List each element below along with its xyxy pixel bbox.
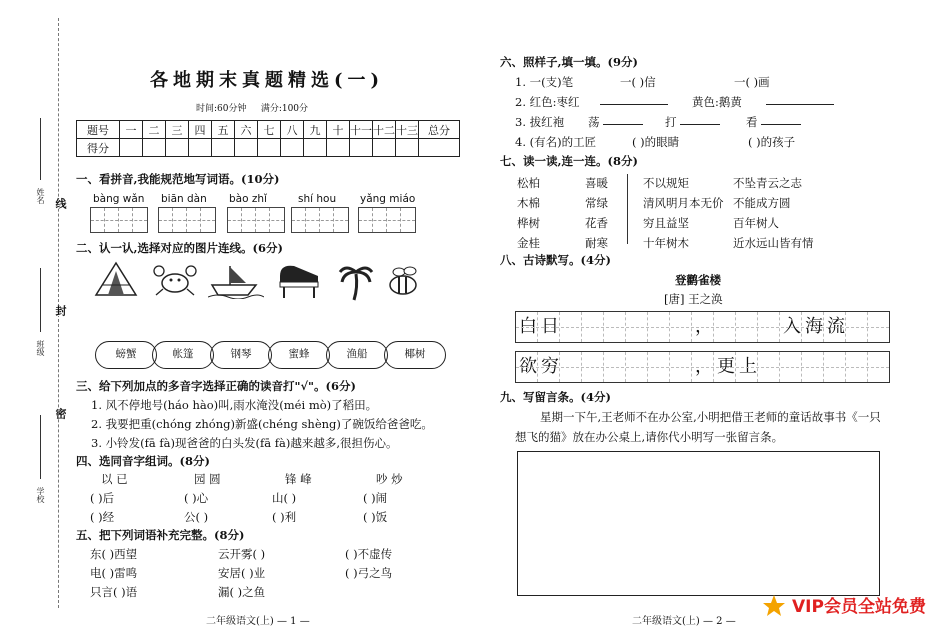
poem-grid-cell[interactable] [516,352,538,382]
poem-grid-cell[interactable] [736,352,758,382]
pinyin-2: biān dàn [161,193,207,205]
poem-grid-cell[interactable] [824,352,846,382]
boat-icon[interactable] [208,263,264,299]
score-header-cell: 一 [120,121,143,139]
score-cell[interactable] [212,139,235,157]
score-header-cell: 五 [212,121,235,139]
poem-grid-cell[interactable] [582,352,604,382]
score-header-cell: 十二 [373,121,396,139]
school-label: 学校 [36,487,45,503]
tree-item[interactable]: 桦树 [517,216,540,230]
poem-grid-cell[interactable] [868,312,889,342]
poem-character: 白 [519,316,537,337]
poem-grid-cell[interactable] [560,312,582,342]
verb-da: 打 [665,115,677,129]
color-example: 2. 红色:枣红 [515,95,580,109]
exam-info [196,101,308,114]
poem-grid-cell[interactable] [516,312,538,342]
time-info: 时间:60分钟 [196,104,247,114]
proverb-start[interactable]: 穷且益坚 [643,216,689,230]
word-cloud-bee[interactable]: 蜜蜂 [268,341,330,369]
poem-grid-cell[interactable] [780,312,802,342]
word-cloud-palm[interactable]: 椰树 [384,341,446,369]
adjective-blank[interactable]: ( )的眼睛 [632,135,680,149]
section2-heading: 二、认一认,选择对应的图片连线。(6分) [76,241,283,255]
pinyin-5: yǎng miáo [360,193,416,205]
poem-grid-cell[interactable] [538,312,560,342]
poem-grid-cell[interactable] [758,312,780,342]
homophone-blank[interactable]: ( )后 [90,491,115,505]
trait-item[interactable]: 喜暖 [585,176,608,190]
word-cloud-piano[interactable]: 钢琴 [210,341,272,369]
poem-character: ， [695,316,713,337]
idiom-blank[interactable]: 云开雾( ) [218,547,266,561]
verb-kan: 看 [746,115,758,129]
piano-icon[interactable] [276,262,322,300]
pinyin-3: bào zhǐ [229,193,267,205]
proverb-start[interactable]: 不以规矩 [643,176,689,190]
poem-character: 流 [827,316,845,337]
poem-grid-line-1[interactable] [515,311,890,343]
tree-item[interactable]: 木棉 [517,196,540,210]
poem-grid-cell[interactable] [692,352,714,382]
section6-heading: 六、照样子,填一填。(9分) [500,55,638,69]
poem-grid-cell[interactable] [692,312,714,342]
adjective-blank[interactable]: ( )的孩子 [748,135,796,149]
poem-grid-cell[interactable] [868,352,889,382]
poem-grid-cell[interactable] [604,352,626,382]
poem-grid-cell[interactable] [538,352,560,382]
trait-item[interactable]: 耐寒 [585,236,608,250]
star-icon [762,594,786,618]
section4-heading: 四、选同音字组词。(8分) [76,454,210,468]
homophone-blank[interactable]: ( )闹 [363,491,388,505]
verb-example: 3. 拔红袍 [515,115,565,129]
poem-grid-cell[interactable] [670,312,692,342]
score-cell[interactable] [189,139,212,157]
crab-icon[interactable] [153,263,197,297]
poem-grid-cell[interactable] [626,352,648,382]
homophone-pair-3: 锋 峰 [285,472,312,486]
poem-grid-cell[interactable] [714,312,736,342]
footer-left: 二年级语文(上) — 1 — [206,616,310,627]
poem-character: ， [695,356,713,377]
poem-character: 更 [717,356,735,377]
poem-grid-cell[interactable] [560,352,582,382]
idiom-blank[interactable]: 漏( )之鱼 [218,585,266,599]
score-header-cell: 九 [304,121,327,139]
homophone-blank[interactable]: ( )经 [90,510,115,524]
measure-word-example: 1. 一(支)笔 [515,75,574,89]
score-cell[interactable] [350,139,373,157]
score-cell[interactable] [396,139,419,157]
verb-blank[interactable] [603,124,643,125]
poem-grid-cell[interactable] [736,312,758,342]
verb-blank[interactable] [761,124,801,125]
word-cloud-crab[interactable]: 螃蟹 [95,341,157,369]
proverb-start-column [643,173,733,253]
word-cloud-tent[interactable]: 帐篷 [152,341,214,369]
note-prompt-line-2: 想飞的猫》放在办公桌上,请你代小明写一张留言条。 [515,430,784,444]
poem-character: 海 [805,316,823,337]
score-header-cell: 题号 [77,121,120,139]
page-title: 各地期末真题精选(一) [150,70,385,91]
poem-grid-cell[interactable] [604,312,626,342]
proverb-end[interactable]: 不能成方圆 [733,196,791,210]
score-info: 满分:100分 [260,104,309,114]
homophone-blank[interactable]: 公( ) [184,510,209,524]
poem-grid-cell[interactable] [846,352,868,382]
poem-grid-cell[interactable] [758,352,780,382]
score-cell[interactable] [166,139,189,157]
measure-word-blank[interactable]: 一( )画 [734,75,770,89]
poem-character: 入 [783,316,801,337]
score-table [76,120,460,157]
verb-dang: 荡 [588,115,600,129]
section9-heading: 九、写留言条。(4分) [500,390,611,404]
score-header-cell: 二 [143,121,166,139]
tree-item[interactable]: 松柏 [517,176,540,190]
note-writing-box[interactable] [517,451,880,596]
homophone-blank[interactable]: 山( ) [272,491,297,505]
name-blank[interactable] [40,118,41,180]
score-header-cell: 六 [235,121,258,139]
poem-author: [唐] 王之涣 [664,292,723,306]
score-header-cell: 四 [189,121,212,139]
color-blank[interactable] [766,104,834,105]
poem-grid-line-2[interactable] [515,351,890,383]
score-cell[interactable] [373,139,396,157]
score-cell[interactable] [281,139,304,157]
side-word-secret: 密 [54,408,67,419]
score-header-cell: 八 [281,121,304,139]
idiom-blank[interactable]: 只言( )语 [90,585,138,599]
trait-item[interactable]: 常绿 [585,196,608,210]
homophone-pair-2: 园 圆 [194,472,221,486]
homophone-blank[interactable]: ( )利 [272,510,297,524]
section3-heading: 三、给下列加点的多音字选择正确的读音打"√"。(6分) [76,379,356,393]
poem-grid-cell[interactable] [802,352,824,382]
homophone-blank[interactable]: ( )心 [184,491,209,505]
trait-item[interactable]: 花香 [585,216,608,230]
idiom-blank[interactable]: 东( )西望 [90,547,138,561]
measure-word-blank[interactable]: 一( )信 [620,75,656,89]
poem-character: 上 [739,356,757,377]
class-blank[interactable] [40,268,41,332]
homophone-blank[interactable]: ( )饭 [363,510,388,524]
class-label: 班级 [36,340,45,356]
writing-grid-3[interactable] [227,207,285,233]
palm-tree-icon[interactable] [338,262,374,302]
name-label: 姓名 [36,188,45,204]
section7-heading: 七、读一读,连一连。(8分) [500,154,638,168]
proverb-start[interactable]: 清风明月本无价 [643,196,724,210]
idiom-blank[interactable]: ( )弓之鸟 [345,566,393,580]
idiom-blank[interactable]: 安居( )业 [218,566,266,580]
polyphone-item-3: 3. 小铃发(fā fà)现爸爸的白头发(fā fà)越来越多,很担伤心。 [91,436,398,450]
side-word-line: 线 [54,198,67,209]
writing-grid-1[interactable] [90,207,148,233]
bee-icon[interactable] [385,265,423,299]
writing-grid-2[interactable] [158,207,216,233]
section1-heading: 一、看拼音,我能规范地写词语。(10分) [76,172,280,186]
vip-watermark: VIP会员全站免费 [792,597,926,617]
idiom-blank[interactable]: 电( )雷鸣 [90,566,138,580]
score-header-cell: 七 [258,121,281,139]
score-cell[interactable] [304,139,327,157]
side-word-seal: 封 [54,305,67,316]
score-header-cell: 总分 [419,121,460,139]
score-cell[interactable] [143,139,166,157]
section5-heading: 五、把下列词语补充完整。(8分) [76,528,245,542]
poem-title: 登鹳雀楼 [675,273,721,287]
score-cell[interactable] [419,139,460,157]
poem-grid-cell[interactable] [714,352,736,382]
polyphone-item-2: 2. 我要把重(chóng zhóng)新盛(chéng shèng)了碗饭给爸爸吃。 [91,417,433,431]
score-header-cell: 十 [327,121,350,139]
school-blank[interactable] [40,415,41,479]
poem-character: 穷 [541,356,559,377]
tree-column [517,173,557,253]
poem-grid-cell[interactable] [582,312,604,342]
color-yellow: 黄色:鹅黄 [692,95,742,109]
section8-heading: 八、古诗默写。(4分) [500,253,611,267]
score-header-cell: 十一 [350,121,373,139]
poem-grid-cell[interactable] [780,352,802,382]
verb-blank[interactable] [680,124,720,125]
polyphone-item-1: 1. 风不停地号(háo hào)叫,雨水淹没(méi mò)了稻田。 [91,398,378,412]
column-divider [627,174,628,244]
poem-grid-cell[interactable] [670,352,692,382]
score-header-cell: 三 [166,121,189,139]
tent-icon[interactable] [94,261,138,297]
poem-character: 日 [541,316,559,337]
score-cell[interactable] [235,139,258,157]
note-prompt-line-1: 星期一下午,王老师不在办公室,小明把借王老师的童话故事书《一只 [540,410,881,424]
poem-grid-cell[interactable] [626,312,648,342]
poem-grid-cell[interactable] [846,312,868,342]
poem-grid-cell[interactable] [648,312,670,342]
proverb-end-column [733,173,833,253]
proverb-end[interactable]: 百年树人 [733,216,779,230]
score-header-cell: 十三 [396,121,419,139]
homophone-pair-4: 吵 炒 [376,472,403,486]
footer-right: 二年级语文(上) — 2 — [632,616,736,627]
proverb-end[interactable]: 近水远山皆有情 [733,236,814,250]
color-blank[interactable] [600,104,668,105]
score-cell[interactable] [120,139,143,157]
proverb-end[interactable]: 不坠青云之志 [733,176,802,190]
writing-grid-5[interactable] [358,207,416,233]
tree-item[interactable]: 金桂 [517,236,540,250]
proverb-start[interactable]: 十年树木 [643,236,689,250]
pinyin-4: shí hou [298,193,337,205]
adjective-example: 4. (有名)的工匠 [515,135,597,149]
poem-grid-cell[interactable] [824,312,846,342]
poem-grid-cell[interactable] [802,312,824,342]
word-cloud-boat[interactable]: 渔船 [326,341,388,369]
pinyin-1: bàng wǎn [93,193,145,205]
score-cell[interactable] [327,139,350,157]
trait-column [585,173,625,253]
idiom-blank[interactable]: ( )不虚传 [345,547,393,561]
homophone-pair-1: 以 已 [101,472,128,486]
poem-grid-cell[interactable] [648,352,670,382]
poem-character: 欲 [519,356,537,377]
score-row-label: 得分 [77,139,120,157]
score-cell[interactable] [258,139,281,157]
writing-grid-4[interactable] [291,207,349,233]
